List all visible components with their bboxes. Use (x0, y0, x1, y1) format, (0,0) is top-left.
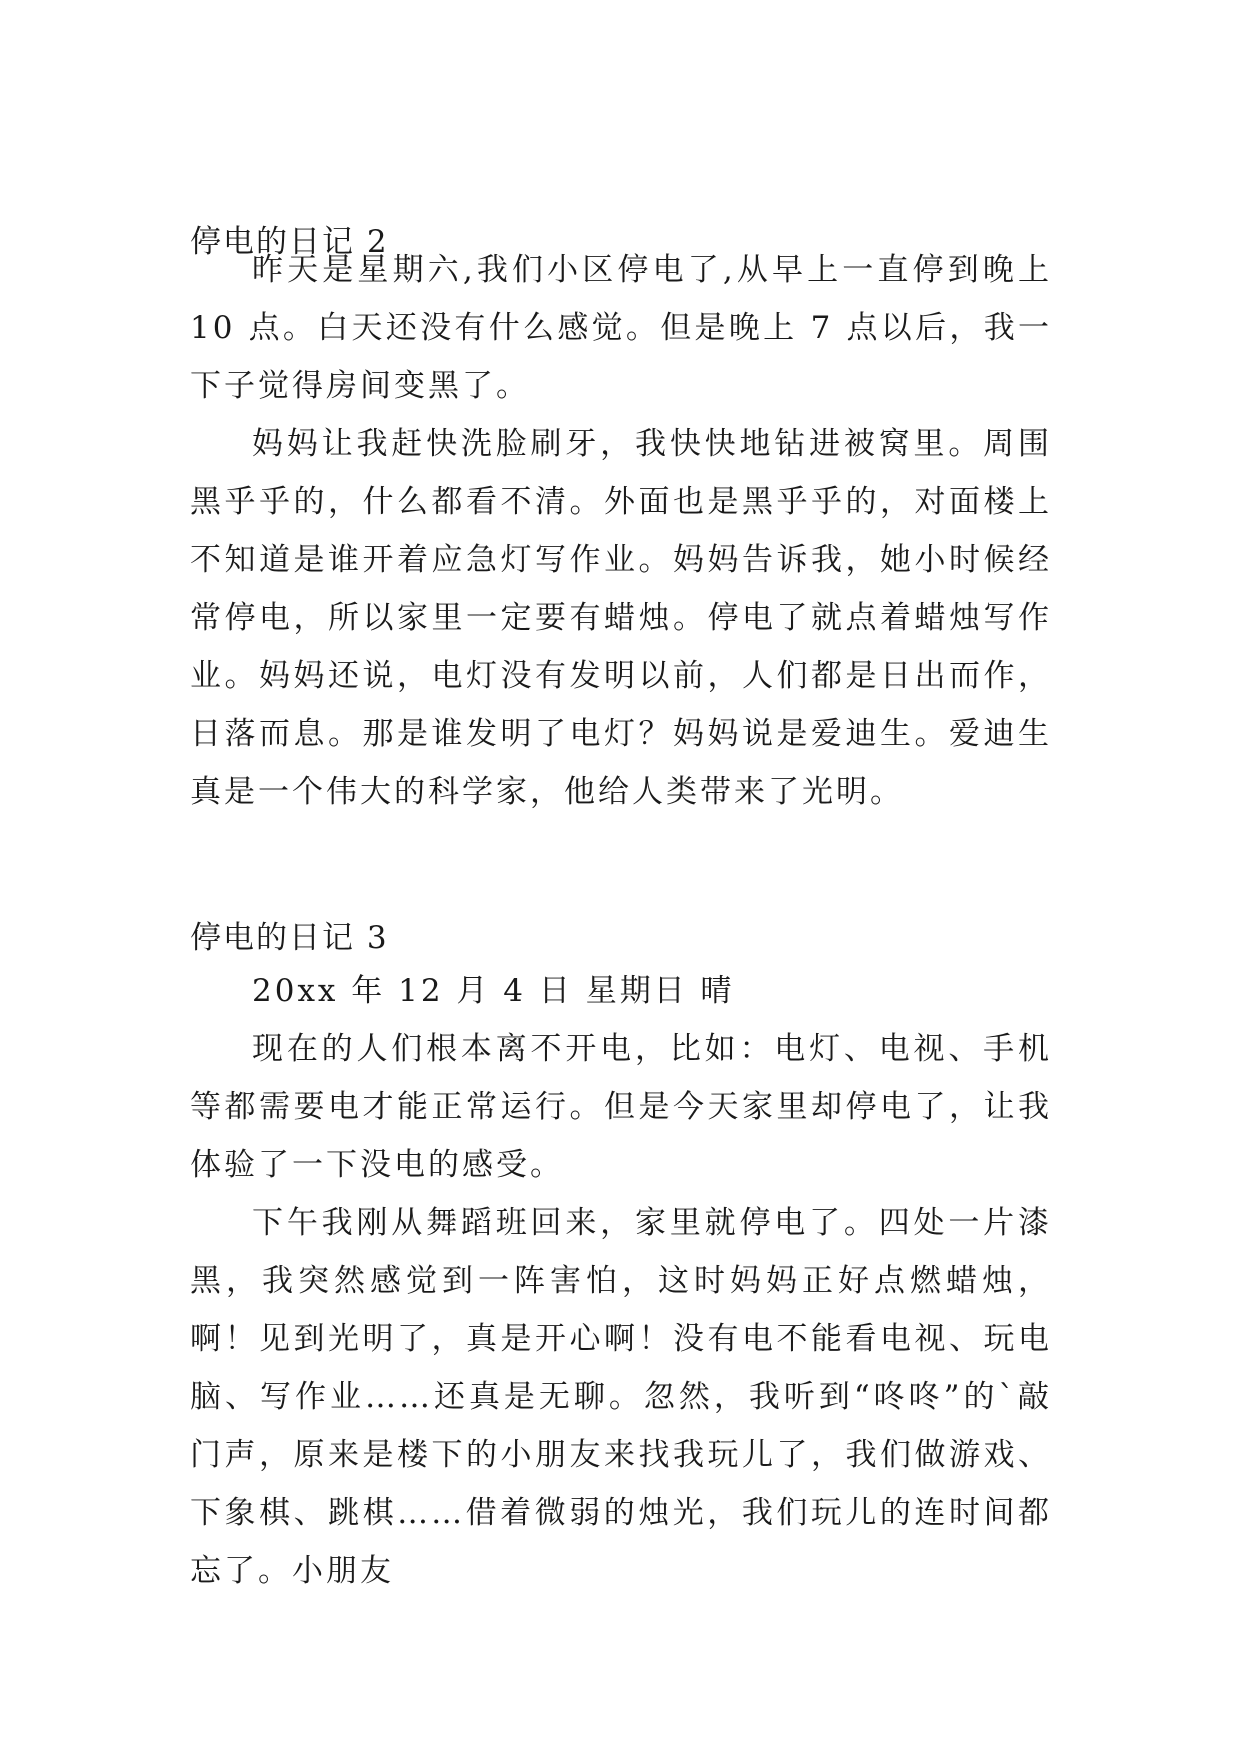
diary-2-paragraph-1: 昨天是星期六,我们小区停电了,从早上一直停到晚上 10 点。白天还没有什么感觉。但是晚上 7 点以后，我一下子觉得房间变黑了。 (190, 252, 1052, 404)
diary-3-paragraph-2: 下午我刚从舞蹈班回来，家里就停电了。四处一片漆黑，我突然感觉到一阵害怕，这时妈妈正好点燃蜡烛，啊！见到光明了，真是开心啊！没有电不能看电视、玩电脑、写作业……还真是无聊。忽然，我听到“咚咚”的`敲门声，原来是楼下的小朋友来找我玩儿了，我们做游戏、下象棋、跳棋……借着微弱的烛光，我们玩儿的连时间都忘了。小朋友 (190, 1205, 1052, 1589)
diary-3-paragraph-1: 现在的人们根本离不开电，比如：电灯、电视、手机等都需要电才能正常运行。但是今天家里却停电了，让我体验了一下没电的感受。 (190, 1031, 1052, 1183)
diary-2-title: 停电的日记 2 (190, 224, 389, 260)
diary-3-body (190, 962, 1052, 1600)
diary-3-title: 停电的日记 3 (190, 920, 389, 956)
diary-2-paragraph-2: 妈妈让我赶快洗脸刷牙，我快快地钻进被窝里。周围黑乎乎的，什么都看不清。外面也是黑乎乎的，对面楼上不知道是谁开着应急灯写作业。妈妈告诉我，她小时候经常停电，所以家里一定要有蜡烛。停电了就点着蜡烛写作业。妈妈还说，电灯没有发明以前，人们都是日出而作，日落而息。那是谁发明了电灯？妈妈说是爱迪生。爱迪生真是一个伟大的科学家，他给人类带来了光明。 (190, 426, 1052, 810)
diary-3-date-line: 20xx 年 12 月 4 日 星期日 晴 (252, 973, 735, 1009)
diary-2-body (190, 241, 1052, 821)
